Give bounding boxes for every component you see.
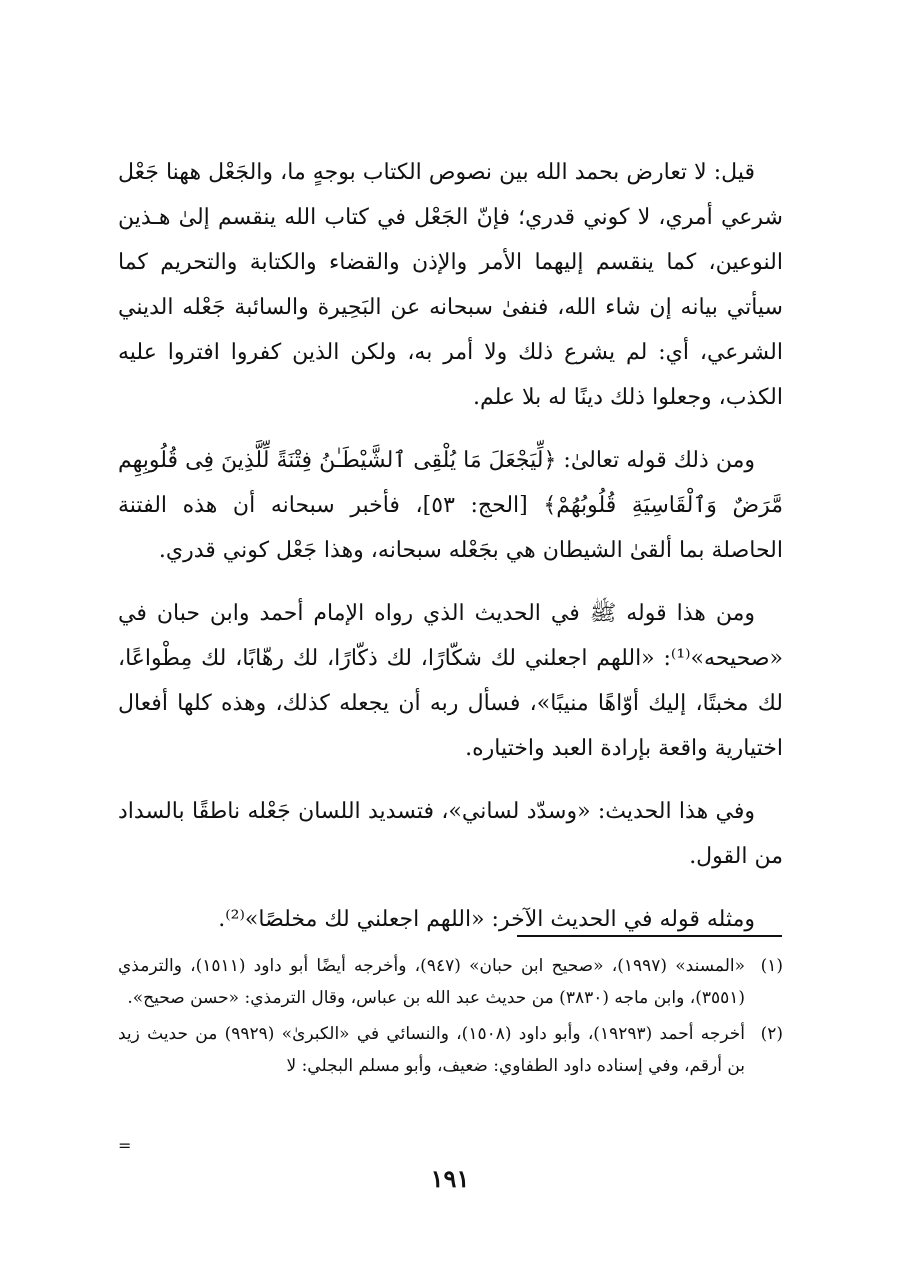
main-text [118, 150, 783, 960]
footnote-number: (١) [760, 956, 783, 976]
paragraph-5: ومثله قوله في الحديث الآخر: «اللهم اجعلني لك مخلصًا»⁽²⁾. [218, 907, 755, 932]
footnote-number: (٢) [760, 1024, 783, 1044]
footnotes [118, 950, 783, 1086]
paragraph-1: قيل: لا تعارض بحمد الله بين نصوص الكتاب بوجهٍ ما، والجَعْل ههنا جَعْل شرعي أمري، لا كوني قدري؛ فإنّ الجَعْل في كتاب الله ينقسم إلىٰ هـذين النوعين، كما ينقسم إليهما الأمر والإذن والقضاء والكتابة والتحريم كما سيأتي بيانه إن شاء الله، فنفىٰ سبحانه عن البَحِيرة والسائبة جَعْله الديني الشرعي، أي: لم يشرع ذلك ولا أمر به، ولكن الذين كفروا افتروا عليه الكذب، وجعلوا ذلك دينًا له بلا علم. [118, 160, 783, 410]
footnote-text: «المسند» (١٩٩٧)، «صحيح ابن حبان» (٩٤٧)، وأخرجه أيضًا أبو داود (١٥١١)، والترمذي (٣٥٥١)، وابن ماجه (٣٨٣٠) من حديث عبد الله بن عباس، وقال الترمذي: «حسن صحيح». [118, 956, 745, 1008]
paragraph-3-hadith: ومن هذا قوله ﷺ في الحديث الذي رواه الإمام أحمد وابن حبان في «صحيحه»⁽¹⁾: «اللهم اجعلني لك شكّارًا، لك ذكّارًا، لك رهّابًا، لك مِطْواعًا، لك مخبتًا، إليك أوّاهًا منيبًا»، فسأل ربه أن يجعله كذلك، وهذه كلها أفعال اختيارية واقعة بإرادة العبد واختياره. [118, 601, 783, 761]
footnote-text: أخرجه أحمد (١٩٢٩٣)، وأبو داود (١٥٠٨)، والنسائي في «الكبرىٰ» (٩٩٢٩) من حديث زيد بن أرقم، وفي إسناده داود الطفاوي: ضعيف، وأبو مسلم البجلي: لا [118, 1024, 745, 1076]
page-number: ١٩١ [430, 1164, 470, 1193]
paragraph-2-quran-verse: ومن ذلك قوله تعالىٰ: ﴿لِّيَجْعَلَ مَا يُلْقِى ٱلشَّيْطَـٰنُ فِتْنَةً لِّلَّذِينَ فِى قُلُوبِهِم مَّرَضٌ وَٱلْقَاسِيَةِ قُلُوبُهُمْ﴾ [الحج: ٥٣]، فأخبر سبحانه أن هذه الفتنة الحاصلة بما ألقىٰ الشيطان هي بجَعْله سبحانه، وهذا جَعْل كوني قدري. [118, 448, 783, 563]
footnote-1 [118, 950, 783, 1014]
footnote-divider [517, 935, 782, 937]
continuation-mark: = [118, 1136, 132, 1155]
paragraph-4: وفي هذا الحديث: «وسدّد لساني»، فتسديد اللسان جَعْله ناطقًا بالسداد من القول. [118, 799, 783, 869]
footnote-2 [118, 1018, 783, 1082]
